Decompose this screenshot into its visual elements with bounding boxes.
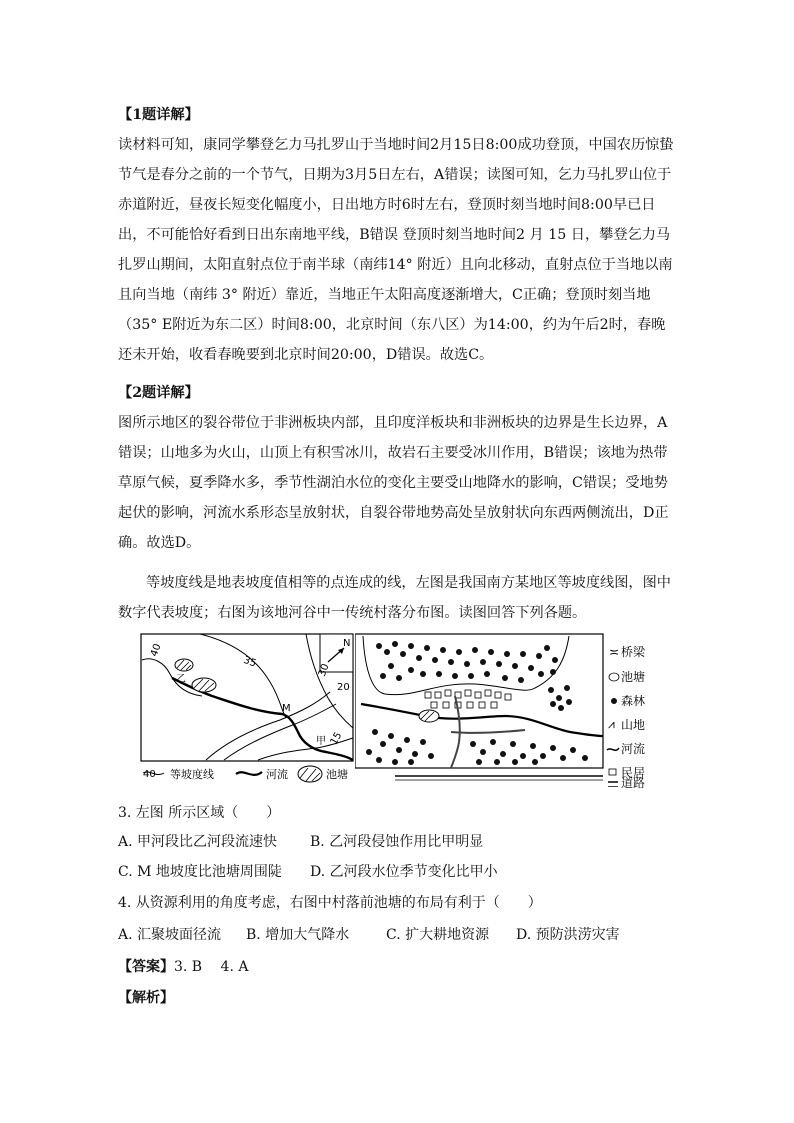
contour-label-15: 15: [328, 730, 345, 747]
q3-stem: 3. 左图 所示区域（ ）: [118, 805, 281, 821]
contour-label-35: 35: [241, 654, 258, 670]
legend-mountain-icon: ⩘: [608, 717, 615, 731]
q4-option-b[interactable]: B. 增加大气降水: [246, 927, 350, 943]
answer-text: 3. B 4. A: [174, 959, 249, 975]
legend-contour-text: 等坡度线: [170, 768, 214, 781]
legend-road: 道路: [621, 776, 646, 790]
q3-option-a[interactable]: A. 甲河段比乙河段流速快: [118, 834, 278, 850]
legend-forest: 森林: [621, 694, 646, 708]
label-jia: 甲: [316, 736, 326, 747]
q3-option-b[interactable]: B. 乙河段侵蚀作用比甲明显: [310, 834, 484, 850]
legend-river-icon: [236, 772, 262, 775]
right-legend: [607, 644, 646, 780]
contour-label-20: 20: [337, 682, 350, 693]
legend-river-icon: [607, 748, 619, 750]
q2-explanation: 图所示地区的裂谷带位于非洲板块内部，且印度洋板块和非洲板块的边界是生长边界，A错误；山地多为火山，山顶上有积雪冰川，故岩石主要受冰川作用，B错误；该地为热带草原气候，夏季降水多，季节性湖泊水位的变化主要受山地降水的影响，C错误；受地势起伏的影响，河流水系形态呈放射状，自裂谷带地势高处呈放射状向东西两侧流出，D正确。故选D。: [118, 415, 669, 551]
q4-option-c[interactable]: C. 扩大耕地资源: [386, 927, 490, 943]
q1-explanation: 读材料可知，康同学攀登乞力马扎罗山于当地时间2月15日8:00成功登顶，中国农历惊蛰节气是春分之前的一个节气，日期为3月5日左右，A错误；读图可知，乞力马扎罗山位于赤道附近，昼夜长短变化幅度小，日出地方时6时左右，登顶时刻当地时间8:00早已日出，不可能恰好看到日出东南地平线，B错误 登顶时刻当地时间2 月 15 日，攀登乞力马扎罗山期间，太阳直射点位于南半球（南纬14° 附近）且向北移动，直射点位于当地以南且向当地（南纬 3° 附近）靠近，当地正午太阳高度逐渐增大，C正确；登顶时刻当地（35° E附近为东二区）时间8:00，北京时间（东八区）为14:00，约为午后2时，春晚还未开始，收看春晚要到北京时间20:00，D错误。故选C。: [118, 137, 674, 363]
legend-pond-icon: [609, 673, 619, 681]
q3-option-c[interactable]: C. M 地坡度比池塘周围陡: [118, 864, 282, 880]
legend-bridge: 桥梁: [621, 645, 646, 659]
label-M: M: [282, 703, 291, 714]
legend-pond: 池塘: [621, 670, 646, 684]
legend-mountain: 山地: [621, 718, 646, 732]
legend-house: 民居: [621, 766, 646, 780]
legend-bridge-icon: ≍: [609, 645, 620, 659]
q4-option-d[interactable]: D. 预防洪涝灾害: [516, 927, 620, 943]
legend-road-icon: [608, 781, 618, 787]
q3-option-d[interactable]: D. 乙河段水位季节变化比甲小: [310, 864, 498, 880]
right-village-map: [355, 632, 655, 792]
pond: [419, 710, 439, 722]
left-slope-map: [140, 632, 355, 790]
answer-label: 【答案】: [118, 959, 174, 975]
legend-road-row: [608, 774, 658, 792]
q4-option-a[interactable]: A. 汇聚坡面径流: [118, 927, 222, 943]
contour-label-40: 40: [148, 642, 164, 659]
q2-heading: 【2题详解】: [118, 385, 199, 401]
analysis-heading: 【解析】: [118, 990, 174, 1006]
north-label: N: [343, 638, 351, 649]
legend-forest-icon: [611, 698, 617, 704]
legend-river-text: 河流: [266, 768, 288, 781]
legend-contour-number: 40: [143, 769, 156, 780]
pond-1: [175, 659, 193, 671]
contour-label-30: 30: [316, 662, 332, 679]
answer-row: [118, 957, 248, 977]
q1-heading: 【1题详解】: [118, 107, 199, 123]
figure-intro: 等坡度线是地表坡度值相等的点连成的线，左图是我国南方某地区等坡度线图，图中数字代表坡度；右图为该地河谷中一传统村落分布图。读图回答下列各题。: [118, 575, 671, 621]
q4-stem: 4. 从资源利用的角度考虑，右图中村落前池塘的布局有利于（ ）: [118, 895, 542, 911]
label-yi: 乙: [176, 674, 186, 685]
legend-pond-text: 池塘: [326, 768, 348, 781]
legend-pond-icon: [298, 766, 322, 782]
legend-river: 河流: [621, 742, 646, 756]
